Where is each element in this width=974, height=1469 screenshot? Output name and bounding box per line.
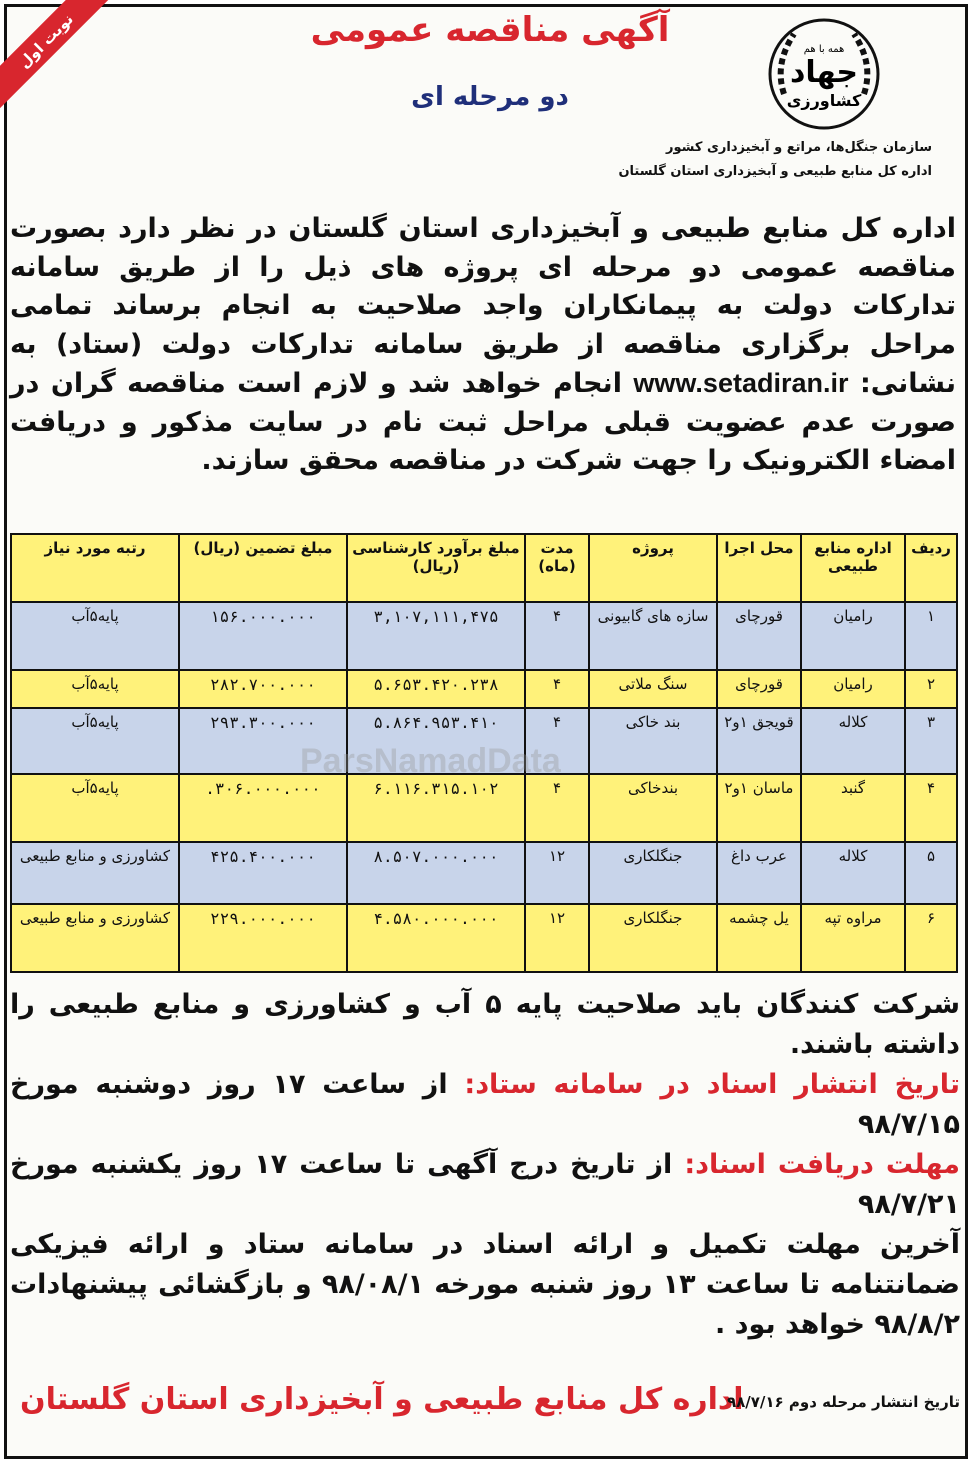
setadiran-link[interactable]: www.setadiran.ir	[633, 368, 849, 398]
cell-office: گنبد	[801, 774, 905, 842]
cell-row: ۶	[905, 904, 957, 972]
cell-estimate: ۴.۵۸۰.۰۰۰.۰۰۰	[347, 904, 525, 972]
final-deadline-text: آخرین مهلت تکمیل و ارائه اسناد در سامانه ستاد و ارائه فیزیکی ضمانتنامه تا ساعت ۱۳ روز شنبه مورخه ۹۸/۰۸/۱ و بازگشائی پیشنهادات ۹۸/۸/۲ خواهد بود .	[10, 1229, 960, 1340]
cell-place: قورچای	[717, 670, 801, 708]
footer-organization: اداره کل منابع طبیعی و آبخیزداری استان گلستان	[20, 1382, 744, 1417]
cell-row: ۴	[905, 774, 957, 842]
col-row: ردیف	[905, 534, 957, 602]
table-row	[11, 602, 957, 670]
conditions-section	[10, 985, 960, 1345]
logo-bottom-text: کشاورزی	[786, 91, 862, 110]
logo-main-text: جهاد	[789, 55, 859, 90]
cell-estimate: ۶.۱۱۶.۳۱۵.۱۰۲	[347, 774, 525, 842]
table-row	[11, 774, 957, 842]
cell-row: ۵	[905, 842, 957, 904]
table-header-row	[11, 534, 957, 602]
jahad-logo	[764, 14, 884, 134]
first-round-ribbon: نوبت اول	[0, 0, 113, 108]
logo-top-text: همه با هم	[803, 44, 845, 55]
cell-office: کلاله	[801, 708, 905, 774]
intro-paragraph	[10, 210, 956, 481]
second-publish-date: تاریخ انتشار مرحله دوم ۹۸/۷/۱۶	[726, 1393, 960, 1411]
cell-project: سازه های گابیونی	[589, 602, 717, 670]
wheat-wreath-icon	[764, 14, 884, 134]
publish-date-label: تاریخ انتشار اسناد در سامانه ستاد:	[464, 1069, 960, 1100]
cell-grade: پایه۵آب	[11, 670, 179, 708]
cell-place: قویجق ۱و۲	[717, 708, 801, 774]
col-place: محل اجرا	[717, 534, 801, 602]
col-estimate: مبلغ برآورد کارشناسی (ریال)	[347, 534, 525, 602]
cell-duration: ۴	[525, 602, 589, 670]
projects-table	[10, 533, 958, 973]
cell-grade: کشاورزی و منابع طبیعی	[11, 842, 179, 904]
publish-date-text: از ساعت ۱۷ روز دوشنبه مورخ ۹۸/۷/۱۵	[10, 1069, 960, 1140]
intro-text-2: انجام خواهد شد و لازم است مناقصه گران در صورت عدم عضویت قبلی مراحل ثبت نام در سایت مذکور و دریافت امضاء الکترونیک را جهت شرکت در مناقصه محقق سازند.	[10, 368, 956, 476]
cell-row: ۲	[905, 670, 957, 708]
cell-guarantee: ۲۹۳.۳۰۰.۰۰۰	[179, 708, 347, 774]
notice-subtitle: دو مرحله ای	[411, 82, 569, 112]
cell-estimate: ۳,۱۰۷,۱۱۱,۴۷۵	[347, 602, 525, 670]
cell-place: ماسان ۱و۲	[717, 774, 801, 842]
table-row	[11, 708, 957, 774]
col-grade: رتبه مورد نیاز	[11, 534, 179, 602]
cell-duration: ۱۲	[525, 904, 589, 972]
col-project: پروژه	[589, 534, 717, 602]
col-guarantee: مبلغ تضمین (ریال)	[179, 534, 347, 602]
notice-title: آگهی مناقصه عمومی	[310, 10, 670, 50]
cell-row: ۱	[905, 602, 957, 670]
cell-row: ۳	[905, 708, 957, 774]
cell-estimate: ۸.۵۰۷.۰۰۰.۰۰۰	[347, 842, 525, 904]
cell-grade: پایه۵آب	[11, 774, 179, 842]
cell-grade: کشاورزی و منابع طبیعی	[11, 904, 179, 972]
col-office: اداره منابع طبیعی	[801, 534, 905, 602]
cell-duration: ۴	[525, 774, 589, 842]
cell-guarantee: ۲۸۲.۷۰۰.۰۰۰	[179, 670, 347, 708]
cell-place: عرب داغ	[717, 842, 801, 904]
cell-guarantee: ۳۰۶.۰۰۰.۰۰۰.	[179, 774, 347, 842]
cell-duration: ۴	[525, 708, 589, 774]
cell-estimate: ۵.۸۶۴.۹۵۳.۴۱۰	[347, 708, 525, 774]
table-row	[11, 842, 957, 904]
cell-place: قورچای	[717, 602, 801, 670]
cell-duration: ۴	[525, 670, 589, 708]
cell-office: رامیان	[801, 670, 905, 708]
cell-project: سنگ ملاتی	[589, 670, 717, 708]
qualification-text: شرکت کنندگان باید صلاحیت پایه ۵ آب و کشاورزی و منابع طبیعی را داشته باشند.	[10, 989, 961, 1060]
cell-guarantee: ۱۵۶.۰۰۰.۰۰۰	[179, 602, 347, 670]
cell-project: جنگلکاری	[589, 904, 717, 972]
org-line-2: اداره کل منابع طبیعی و آبخیزداری استان گلستان	[618, 164, 932, 179]
cell-project: بند خاکی	[589, 708, 717, 774]
org-line-1: سازمان جنگل‌ها، مراتع و آبخیزداری کشور	[666, 140, 932, 155]
cell-estimate: ۵.۶۵۳.۴۲۰.۲۳۸	[347, 670, 525, 708]
cell-office: کلاله	[801, 842, 905, 904]
cell-project: بندخاکی	[589, 774, 717, 842]
table-row	[11, 904, 957, 972]
cell-place: یل چشمه	[717, 904, 801, 972]
cell-grade: پایه۵آب	[11, 708, 179, 774]
receive-deadline-line	[10, 1145, 960, 1225]
cell-guarantee: ۲۲۹.۰۰۰.۰۰۰	[179, 904, 347, 972]
watermark: ParsNamadData	[300, 742, 561, 780]
cell-grade: پایه۵آب	[11, 602, 179, 670]
cell-duration: ۱۲	[525, 842, 589, 904]
publish-date-line	[10, 1065, 960, 1145]
cell-office: رامیان	[801, 602, 905, 670]
cell-office: مراوه تپه	[801, 904, 905, 972]
receive-deadline-text: از تاریخ درج آگهی تا ساعت ۱۷ روز یکشنبه مورخ ۹۸/۷/۲۱	[10, 1149, 960, 1220]
col-duration: مدت (ماه)	[525, 534, 589, 602]
cell-project: جنگلکاری	[589, 842, 717, 904]
intro-text-1: اداره کل منابع طبیعی و آبخیزداری استان گلستان در نظر دارد بصورت مناقصه عمومی دو مرحله ای پروژه های ذیل را از طریق سامانه تدارکات دولت به پیمانکاران واجد صلاحیت به انجام برساند تمامی مراحل برگزاری مناقصه از طریق سامانه تدارکات دولت (ستاد) به نشانی:	[10, 213, 956, 399]
table-row	[11, 670, 957, 708]
receive-deadline-label: مهلت دریافت اسناد:	[684, 1149, 960, 1180]
cell-guarantee: ۴۲۵.۴۰۰.۰۰۰	[179, 842, 347, 904]
